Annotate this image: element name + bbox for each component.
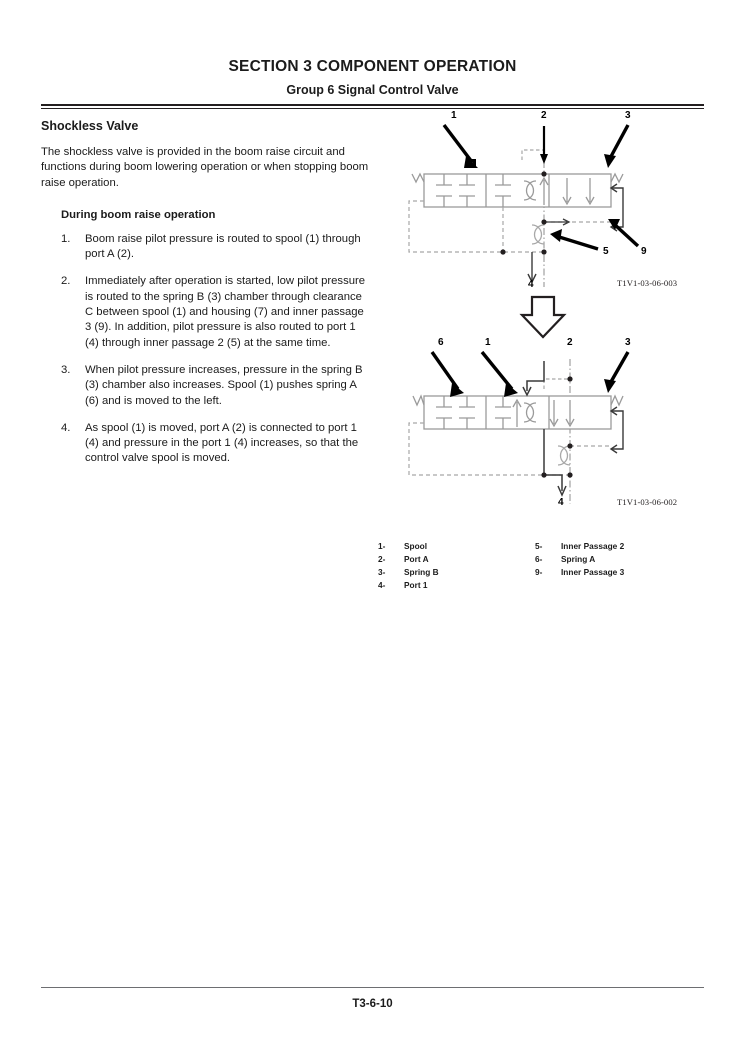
- section-title: SECTION 3 COMPONENT OPERATION: [228, 58, 517, 75]
- step-text: When pilot pressure increases, pressure in the spring B (3) chamber also increases. Spool (1) pushes spring A (6) and is moved to the left.: [85, 363, 363, 407]
- callout-number: 1: [485, 337, 491, 348]
- hydraulic-diagram-lower: [372, 339, 712, 519]
- down-block-arrow-svg: [372, 297, 712, 339]
- figure-id-label: T1V1-03-06-002: [617, 497, 678, 507]
- step-text: Boom raise pilot pressure is routed to spool (1) through port A (2).: [85, 232, 361, 261]
- legend-key: 5-: [535, 541, 543, 551]
- page-number: T3-6-10: [352, 998, 393, 1010]
- step-number: 2.: [61, 275, 71, 288]
- hydraulic-diagram-upper: [372, 112, 712, 297]
- legend-item: [378, 540, 439, 553]
- callout-number: 2: [567, 337, 573, 348]
- legend-item: [535, 540, 624, 553]
- legend-value: Spring A: [561, 554, 596, 564]
- callout-number: 3: [625, 110, 631, 121]
- legend-value: Port 1: [404, 580, 428, 590]
- lower-check-valve-symbol: [532, 225, 544, 244]
- list-item: [41, 274, 371, 350]
- legend-value: Port A: [404, 554, 429, 564]
- spring-symbol-right: [611, 174, 623, 182]
- spring-symbol-right: [611, 396, 623, 405]
- legend-item: [535, 553, 624, 566]
- step-text: As spool (1) is moved, port A (2) is connected to port 1 (4) and pressure in the port 1 (4) increases, so that the control valve spool is moved.: [85, 421, 359, 465]
- port-4-outlet-arrow: [528, 252, 536, 282]
- legend-value: Inner Passage 2: [561, 541, 625, 551]
- callout-number: 2: [541, 110, 547, 121]
- down-block-arrow-icon: [522, 297, 564, 337]
- callout-number: 5: [603, 246, 609, 257]
- subsection-heading: Shockless Valve: [41, 119, 139, 133]
- hydraulic-schematic-svg: [372, 339, 712, 519]
- drain-loop-left: [409, 201, 544, 252]
- legend-key: 9-: [535, 567, 543, 577]
- procedure-step-list: [41, 232, 371, 467]
- spring-symbol-left: [413, 396, 424, 405]
- tap-line-port2: [544, 379, 570, 389]
- figure-id-label: T1V1-03-06-003: [617, 278, 678, 288]
- legend-key: 2-: [378, 554, 386, 564]
- callout-number: 3: [625, 337, 631, 348]
- callout-number: 6: [438, 337, 444, 348]
- inner-passage-2-arrow: [544, 219, 569, 225]
- page-header: [0, 0, 745, 97]
- callout-number: 1: [451, 110, 457, 121]
- transition-arrow: [372, 297, 712, 339]
- hydraulic-schematic-svg: [372, 112, 712, 297]
- header-rule-thin: [41, 108, 704, 109]
- legend-key: 4-: [378, 580, 386, 590]
- body-text-column: [41, 119, 371, 479]
- lower-check-valve-symbol: [558, 446, 570, 465]
- step-number: 1.: [61, 232, 71, 245]
- callout-number: 4: [558, 497, 564, 508]
- inner-passage-3-line: [611, 407, 623, 453]
- spring-symbol-left: [412, 174, 424, 182]
- legend-item: [378, 566, 439, 579]
- pilot-supply-path: [523, 361, 544, 395]
- legend-item: [378, 553, 439, 566]
- procedure-heading: During boom raise operation: [61, 208, 216, 221]
- callout-number: 9: [641, 246, 647, 257]
- footer-rule: [41, 987, 704, 988]
- legend-column-right: [535, 540, 624, 579]
- legend-value: Spring B: [404, 567, 439, 577]
- step-number: 4.: [61, 421, 71, 434]
- legend-column-left: [378, 540, 439, 592]
- legend-value: Inner Passage 3: [561, 567, 625, 577]
- list-item: [41, 363, 371, 409]
- figure-column: [372, 112, 712, 519]
- valve-body-outline: [424, 174, 611, 207]
- legend-value: Spool: [404, 541, 428, 551]
- legend-item: [378, 579, 439, 592]
- callout-number: 4: [528, 279, 534, 290]
- list-item: [41, 232, 371, 263]
- legend-key: 1-: [378, 541, 386, 551]
- legend-key: 3-: [378, 567, 386, 577]
- legend-key: 6-: [535, 554, 543, 564]
- step-text: Immediately after operation is started, low pilot pressure is routed to the spring B (3) chamber through clearance C between spool (1) and housing (7) and inner passage 3 (9). In addition, pilot pressure is also routed to port 1 (4) through inner passage 2 (5) at the same time.: [85, 275, 366, 349]
- legend-item: [535, 566, 624, 579]
- list-item: [41, 421, 371, 467]
- drain-loop-left: [409, 423, 570, 475]
- intro-paragraph: The shockless valve is provided in the boom raise circuit and functions during boom lowering operation or when stopping boom raise operation.: [41, 146, 369, 189]
- group-title: Group 6 Signal Control Valve: [286, 83, 459, 97]
- header-rule-thick: [41, 104, 704, 106]
- step-number: 3.: [61, 363, 71, 376]
